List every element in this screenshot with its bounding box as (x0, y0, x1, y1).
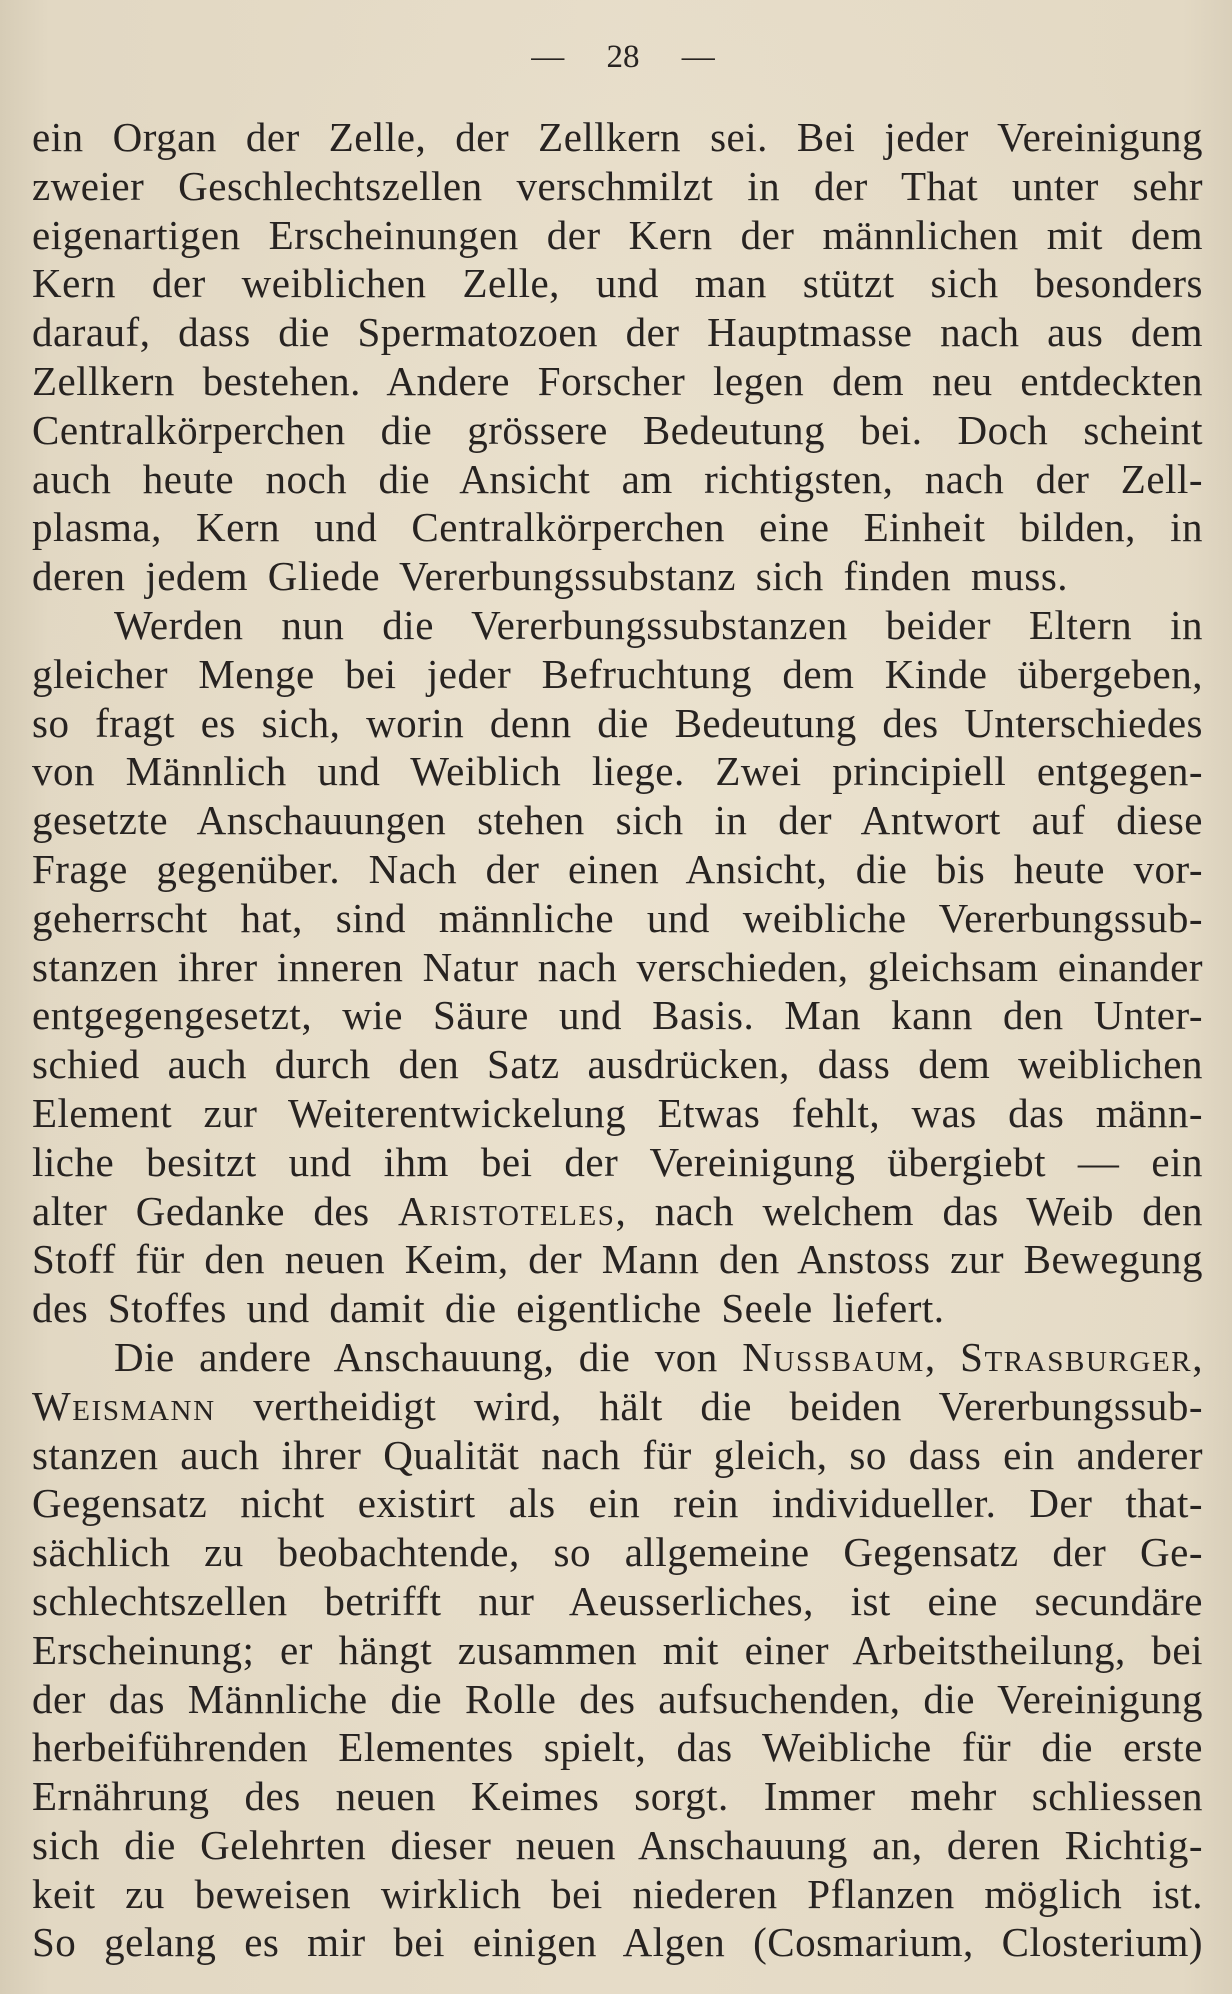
text-line: schlechtszellen betrifft nur Aeusserliches, ist eine secundäre (32, 1577, 1203, 1624)
line-text: vertheidigt wird, hält die beiden Vererbungssub- (215, 1382, 1203, 1429)
text-line: Kern der weiblichen Zelle, und man stützt sich besonders (32, 260, 1203, 307)
line-text: , (924, 1333, 961, 1380)
text-line: gesetzte Anschauungen stehen sich in der Antwort auf diese (32, 797, 1203, 844)
text-line: Ernährung des neuen Keimes sorgt. Immer mehr schliessen (32, 1773, 1203, 1820)
text-line: sich die Gelehrten dieser neuen Anschauung an, deren Richtig- (32, 1821, 1203, 1868)
text-line: plasma, Kern und Centralkörperchen eine Einheit bilden, in (32, 504, 1203, 551)
paragraph-2 (32, 601, 1203, 1333)
text-line: Erscheinung; er hängt zusammen mit einer Arbeitstheilung, bei (32, 1626, 1203, 1673)
text-line: auch heute noch die Ansicht am richtigsten, nach der Zell- (32, 455, 1203, 502)
line-text: Die andere Anschauung, die von (114, 1333, 743, 1380)
text-line: herbeiführenden Elementes spielt, das Weibliche für die erste (32, 1724, 1203, 1771)
text-line: des Stoffes und damit die eigentliche Seele liefert. (32, 1285, 945, 1332)
text-line: ein Organ der Zelle, der Zellkern sei. Bei jeder Vereinigung (32, 114, 1203, 160)
text-line (32, 1333, 1203, 1382)
text-line: Werden nun die Vererbungssubstanzen beider Eltern in (114, 601, 1203, 648)
author-name-nussbaum: Nussbaum (742, 1333, 925, 1380)
text-block (32, 113, 1203, 1967)
text-line: so fragt es sich, worin denn die Bedeutung des Unterschiedes (32, 699, 1203, 746)
text-line: entgegengesetzt, wie Säure und Basis. Man kann den Unter- (32, 992, 1203, 1039)
author-name-strasburger: Strasburger (960, 1333, 1193, 1380)
text-line: stanzen ihrer inneren Natur nach verschieden, gleichsam einander (32, 943, 1203, 990)
text-line: deren jedem Gliede Vererbungssubstanz sich finden muss. (32, 553, 1069, 600)
text-line: stanzen auch ihrer Qualität nach für gleich, so dass ein anderer (32, 1431, 1203, 1478)
text-line: So gelang es mir bei einigen Algen (Cosmarium, Closterium) (32, 1919, 1203, 1966)
text-line: Element zur Weiterentwickelung Etwas fehlt, was das männ- (32, 1089, 1203, 1136)
paragraph-1 (32, 113, 1203, 601)
text-line: darauf, dass die Spermatozoen der Hauptmasse nach aus dem (32, 309, 1203, 356)
text-line: eigenartigen Erscheinungen der Kern der männlichen mit dem (32, 211, 1203, 258)
author-name-weismann: Weismann (32, 1382, 216, 1429)
page-number: — 28 — (531, 39, 715, 75)
text-line: Zellkern bestehen. Andere Forscher legen dem neu entdeckten (32, 357, 1203, 404)
line-text: alter Gedanke des (32, 1187, 399, 1234)
text-line: Stoff für den neuen Keim, der Mann den Anstoss zur Bewegung (32, 1236, 1203, 1283)
text-line: Frage gegenüber. Nach der einen Ansicht, die bis heute vor- (32, 845, 1203, 892)
paragraph-3 (32, 1333, 1203, 1967)
line-text: , (1192, 1333, 1203, 1380)
text-line: liche besitzt und ihm bei der Vereinigung übergiebt — ein (32, 1138, 1203, 1185)
author-name-aristoteles: Aristoteles (398, 1187, 616, 1234)
text-line (32, 1382, 1203, 1431)
text-line: keit zu beweisen wirklich bei niederen Pflanzen möglich ist. (32, 1870, 1203, 1917)
text-line: sächlich zu beobachtende, so allgemeine Gegensatz der Ge- (32, 1529, 1203, 1576)
text-line: schied auch durch den Satz ausdrücken, dass dem weiblichen (32, 1041, 1203, 1088)
text-line: gleicher Menge bei jeder Befruchtung dem Kinde übergeben, (32, 650, 1203, 697)
text-line: von Männlich und Weiblich liege. Zwei principiell entgegen- (32, 748, 1203, 795)
line-text: , nach welchem das Weib den (615, 1187, 1203, 1234)
text-line: Gegensatz nicht existirt als ein rein individueller. Der that- (32, 1480, 1203, 1527)
text-line: der das Männliche die Rolle des aufsuchenden, die Vereinigung (32, 1675, 1203, 1722)
text-line: Centralkörperchen die grössere Bedeutung bei. Doch scheint (32, 406, 1203, 453)
text-line: geherrscht hat, sind männliche und weibliche Vererbungssub- (32, 894, 1203, 941)
text-line (32, 1187, 1203, 1236)
text-line: zweier Geschlechtszellen verschmilzt in der That unter sehr (32, 162, 1203, 209)
